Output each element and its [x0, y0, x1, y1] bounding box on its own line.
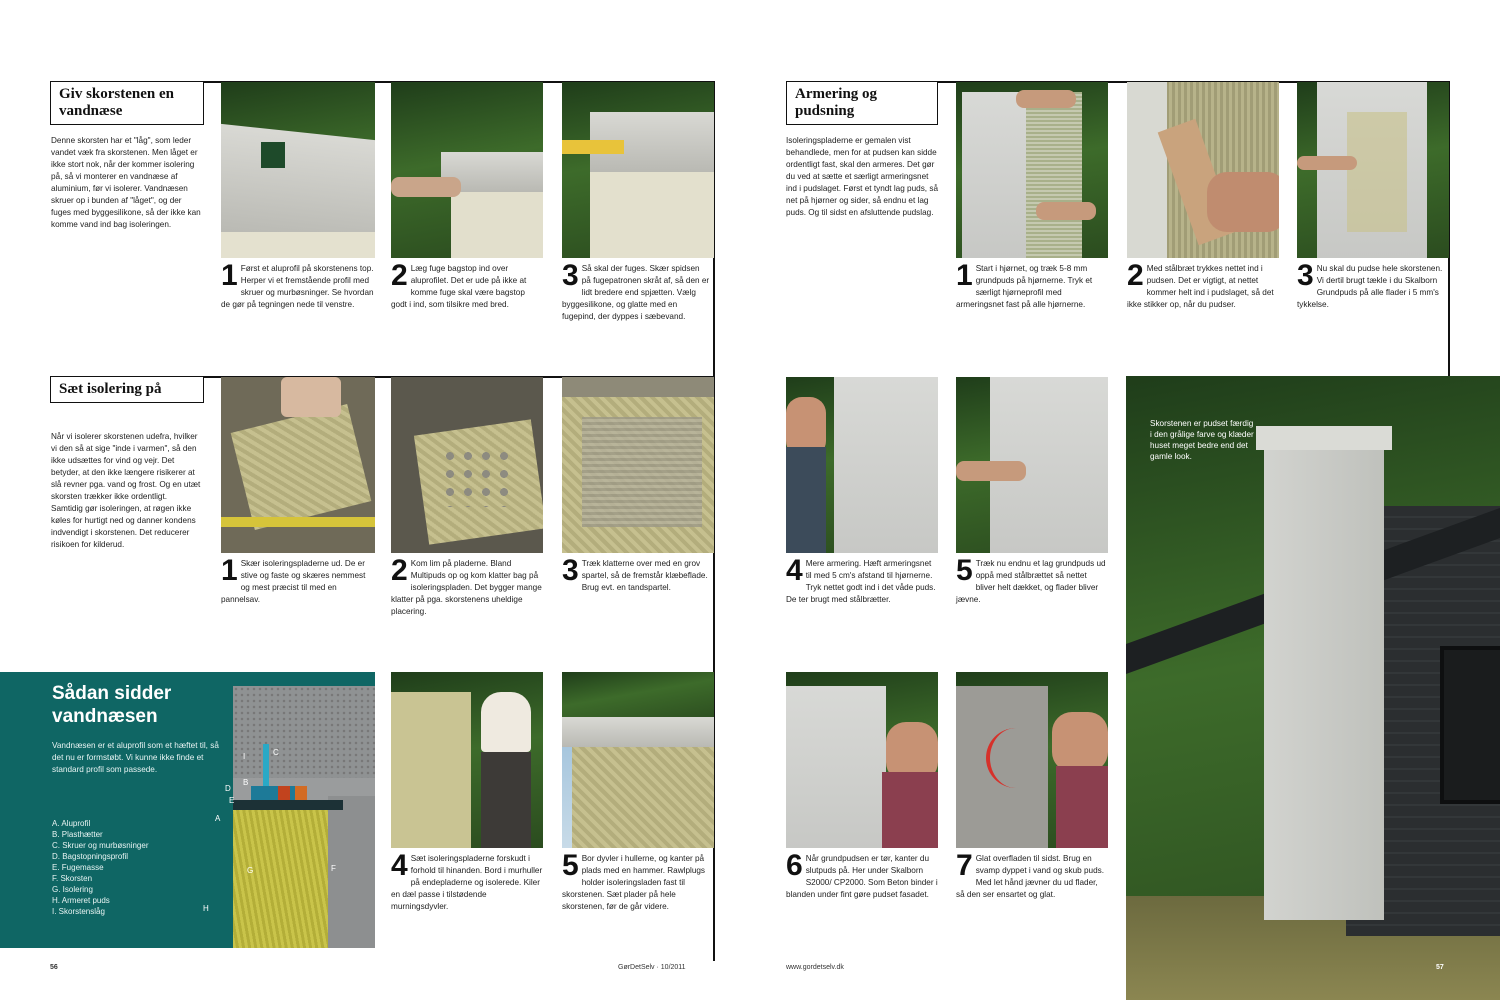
step-text: Med stålbræt trykkes nettet ind i pudsen. Det er vigtigt, at nettet kommer helt ind i pudslaget, så det ikke stikker op, når du pudser. [1127, 264, 1274, 309]
photo-armering-2 [1127, 82, 1279, 258]
step-number: 4 [391, 849, 408, 882]
step-5-isolering [562, 849, 710, 913]
diagram-hinge [233, 800, 343, 810]
step-text: Glat overfladen til sidst. Brug en svamp dyppet i vand og skub puds. Med let hånd jævner du ud flader, så den ser ensartet og glat. [956, 854, 1105, 899]
step-4-armering [786, 554, 938, 606]
infobox-title: Sådan sidder vandnæsen [52, 683, 172, 727]
photo-armering-5 [956, 377, 1108, 553]
step-1-armering [956, 259, 1108, 311]
step-text: Træk nu endnu et lag grundpuds ud oppå med stålbrættet så nettet bliver helt dækket, og flader bliver jævne. [956, 559, 1106, 604]
step-number: 7 [956, 849, 973, 882]
diagram-fuge [278, 786, 290, 800]
step-number: 6 [786, 849, 803, 882]
legend-item: A. Aluprofil [52, 819, 91, 828]
photo-armering-1 [956, 82, 1108, 258]
legend-item: G. Isolering [52, 885, 93, 894]
step-text: Bor dyvler i hullerne, og kanter på plads med en hammer. Rawlplugs holder isoleringsladen fast til skorstenen. Sæt plader på hele skorstenen, før de går videre. [562, 854, 706, 911]
diagram-bagstop [295, 786, 307, 800]
photo-step-1-top [221, 82, 375, 258]
step-2-armering [1127, 259, 1279, 311]
diagram-label-e: E [229, 796, 235, 805]
step-number: 3 [1297, 259, 1314, 292]
step-text: Sæt isoleringspladerne forskudt i forhold til hinanden. Bord i murhuller på endepladerne og isolerede. Kiler en dæl passe i tilstødende murningsdyvler. [391, 854, 543, 911]
photo-armering-6 [786, 672, 938, 848]
photo-isolering-4 [391, 672, 543, 848]
photo-armering-4 [786, 377, 938, 553]
legend-item: I. Skorstenslåg [52, 907, 105, 916]
page-number-right: 57 [1436, 964, 1444, 971]
step-text: Træk klatterne over med en grov spartel, så de fremstår klæbeflade. Brug evt. en tandspartel. [581, 559, 708, 592]
diagram-label-g: G [247, 866, 254, 875]
infobox [0, 672, 375, 948]
step-1-isolering [221, 554, 375, 606]
chimney [1264, 446, 1384, 920]
step-number: 1 [221, 259, 238, 292]
legend-item: F. Skorsten [52, 874, 93, 883]
diagram-label-i: I [243, 752, 246, 761]
photo-isolering-1 [221, 377, 375, 553]
legend-item: H. Armeret puds [52, 896, 110, 905]
step-3-armering [1297, 259, 1445, 311]
intro-vandnaese: Denne skorsten har et "låg", som leder vandet væk fra skorstenen. Men låget er ikke stort nok, når der kommer isolering på, så vi monterer en vandnæse af aluminium, før vi isolerer. Vandnæsen skruer op i bunden af "låget", og der fuges med byggesilikone, så der ikke kan komme vand ind bag isoleringen. [51, 136, 201, 229]
vandnaese-diagram [203, 686, 375, 948]
step-7-armering [956, 849, 1108, 901]
step-number: 2 [1127, 259, 1144, 292]
step-text: Start i hjørnet, og træk 5-8 mm grundpuds på hjørnerne. Tryk et særligt hjørneprofil med armeringsnet fast på alle hjørnerne. [956, 264, 1093, 309]
step-5-armering [956, 554, 1108, 606]
step-3-vandnaese [562, 259, 710, 323]
page-number-left: 56 [50, 964, 58, 971]
step-4-isolering [391, 849, 543, 913]
diagram-label-f: F [331, 864, 336, 873]
diagram-isolering [233, 810, 328, 948]
diagram-label-a: A [215, 814, 221, 823]
intro-armering: Isoleringspladerne er gemalen vist behandlede, men for at pudsen kan sidde ordentligt fast, skal den armeres. Det gør du ved at sætte et særligt armeringsnet ind i pudslaget. Først et tyndt lag puds, så net på hjørner og sider, så endnu et lag puds. Og til sidst en afsluttende pudslag. [786, 136, 939, 217]
website-url: www.gordetselv.dk [786, 964, 844, 971]
magazine-issue: GørDetSelv · 10/2011 [618, 964, 686, 971]
step-number: 1 [221, 554, 238, 587]
infobox-legend [52, 818, 202, 917]
step-3-isolering [562, 554, 710, 594]
intro-isolering: Når vi isolerer skorstenen udefra, hvilker vi den så at sige "inde i varmen", så den ikke udsættes for vind og vejr. Det betyder, at den ikke længere risikerer at slå revner pga. vand og frost. Og en utæt skorsten trækker ikke ordentligt. Samtidig gør isoleringen, at røgen ikke køles for hurtigt ned og danner kondens indvendigt i skorstenen. Det reducerer risikoen for kilderud. [51, 432, 201, 549]
step-text: Kom lim på pladerne. Bland Multipuds op og kom klatter bag på isoleringspladen. Det bygger mange klatter på pga. skorstenens uheldige placering. [391, 559, 542, 616]
legend-item: E. Fugemasse [52, 863, 104, 872]
step-2-vandnaese [391, 259, 543, 311]
step-text: Først et aluprofil på skorstenens top. Herper vi et fremstående profil med skruer og murbøsninger. Se hvordan de gør på tegningen nede til venstre. [221, 264, 374, 309]
step-number: 3 [562, 259, 579, 292]
diagram-label-b: B [243, 778, 249, 787]
legend-item: D. Bagstopningsprofil [52, 852, 129, 861]
diagram-label-c: C [273, 748, 279, 757]
photo-armering-7 [956, 672, 1108, 848]
step-number: 3 [562, 554, 579, 587]
step-number: 5 [562, 849, 579, 882]
diagram-skorstenslaag [233, 686, 375, 778]
step-text: Læg fuge bagstop ind over aluprofilet. Det er ude på ikke at komme fuge skal være bagstop godt i ind, som tilsikre med bred. [391, 264, 527, 309]
photo-isolering-5 [562, 672, 714, 848]
step-text: Mere armering. Hæft armeringsnet til med 5 cm's afstand til hjørnerne. Tryk nettet godt ind i det våde puds. De ter brugt med stålbrætter. [786, 559, 936, 604]
step-2-isolering [391, 554, 543, 618]
legend-item: B. Plasthætter [52, 830, 103, 839]
step-1-vandnaese [221, 259, 375, 311]
photo-step-2-top [391, 82, 543, 258]
photo-step-3-top [562, 82, 714, 258]
photo-isolering-3 [562, 377, 714, 553]
step-text: Så skal der fuges. Skær spidsen på fugepatronen skråt af, så den er lidt bredere end spjætten. Vælg byggesilikone, og glatte med en fugepind, der dyppes i sæbevand. [562, 264, 710, 321]
diagram-label-d: D [225, 784, 231, 793]
step-text: Skær isoleringspladerne ud. De er stive og faste og skæres nemmest og mest præcist til med en pannelsav. [221, 559, 366, 604]
step-text: Nu skal du pudse hele skorstenen. Vi dertil brugt tækle i du Skalborn Grundpuds på alle flader i 5 mm's tykkelse. [1297, 264, 1443, 309]
step-number: 5 [956, 554, 973, 587]
chimney-cap [1256, 426, 1392, 450]
photo-armering-3 [1297, 82, 1449, 258]
section-title-isolering: Sæt isolering på [50, 376, 204, 403]
big-photo-caption: Skorstenen er pudset færdig i den grålige farve og klæder huset meget bedre end det gamle look. [1150, 419, 1254, 461]
diagram-plast [251, 786, 301, 800]
section-title-armering: Armering og pudsning [786, 81, 938, 125]
step-text: Når grundpudsen er tør, kanter du slutpuds på. Her under Skalborn S2000/ CP2000. Som Beton binder i blanden under fint gøre pudset fasadet. [786, 854, 938, 899]
step-number: 4 [786, 554, 803, 587]
step-number: 1 [956, 259, 973, 292]
infobox-text: Vandnæsen er et aluprofil som et hæftet til, så det nu er formstøbt. Vi kunne ikke finde et standard profil som passede. [52, 741, 219, 774]
big-photo-finished-chimney [1126, 376, 1500, 1000]
diagram-label-h: H [203, 904, 209, 913]
legend-item: C. Skruer og murbøsninger [52, 841, 149, 850]
step-number: 2 [391, 554, 408, 587]
house-window [1440, 646, 1500, 804]
step-6-armering [786, 849, 938, 901]
photo-isolering-2 [391, 377, 543, 553]
step-number: 2 [391, 259, 408, 292]
section-title-vandnaese: Giv skorstenen en vandnæse [50, 81, 204, 125]
